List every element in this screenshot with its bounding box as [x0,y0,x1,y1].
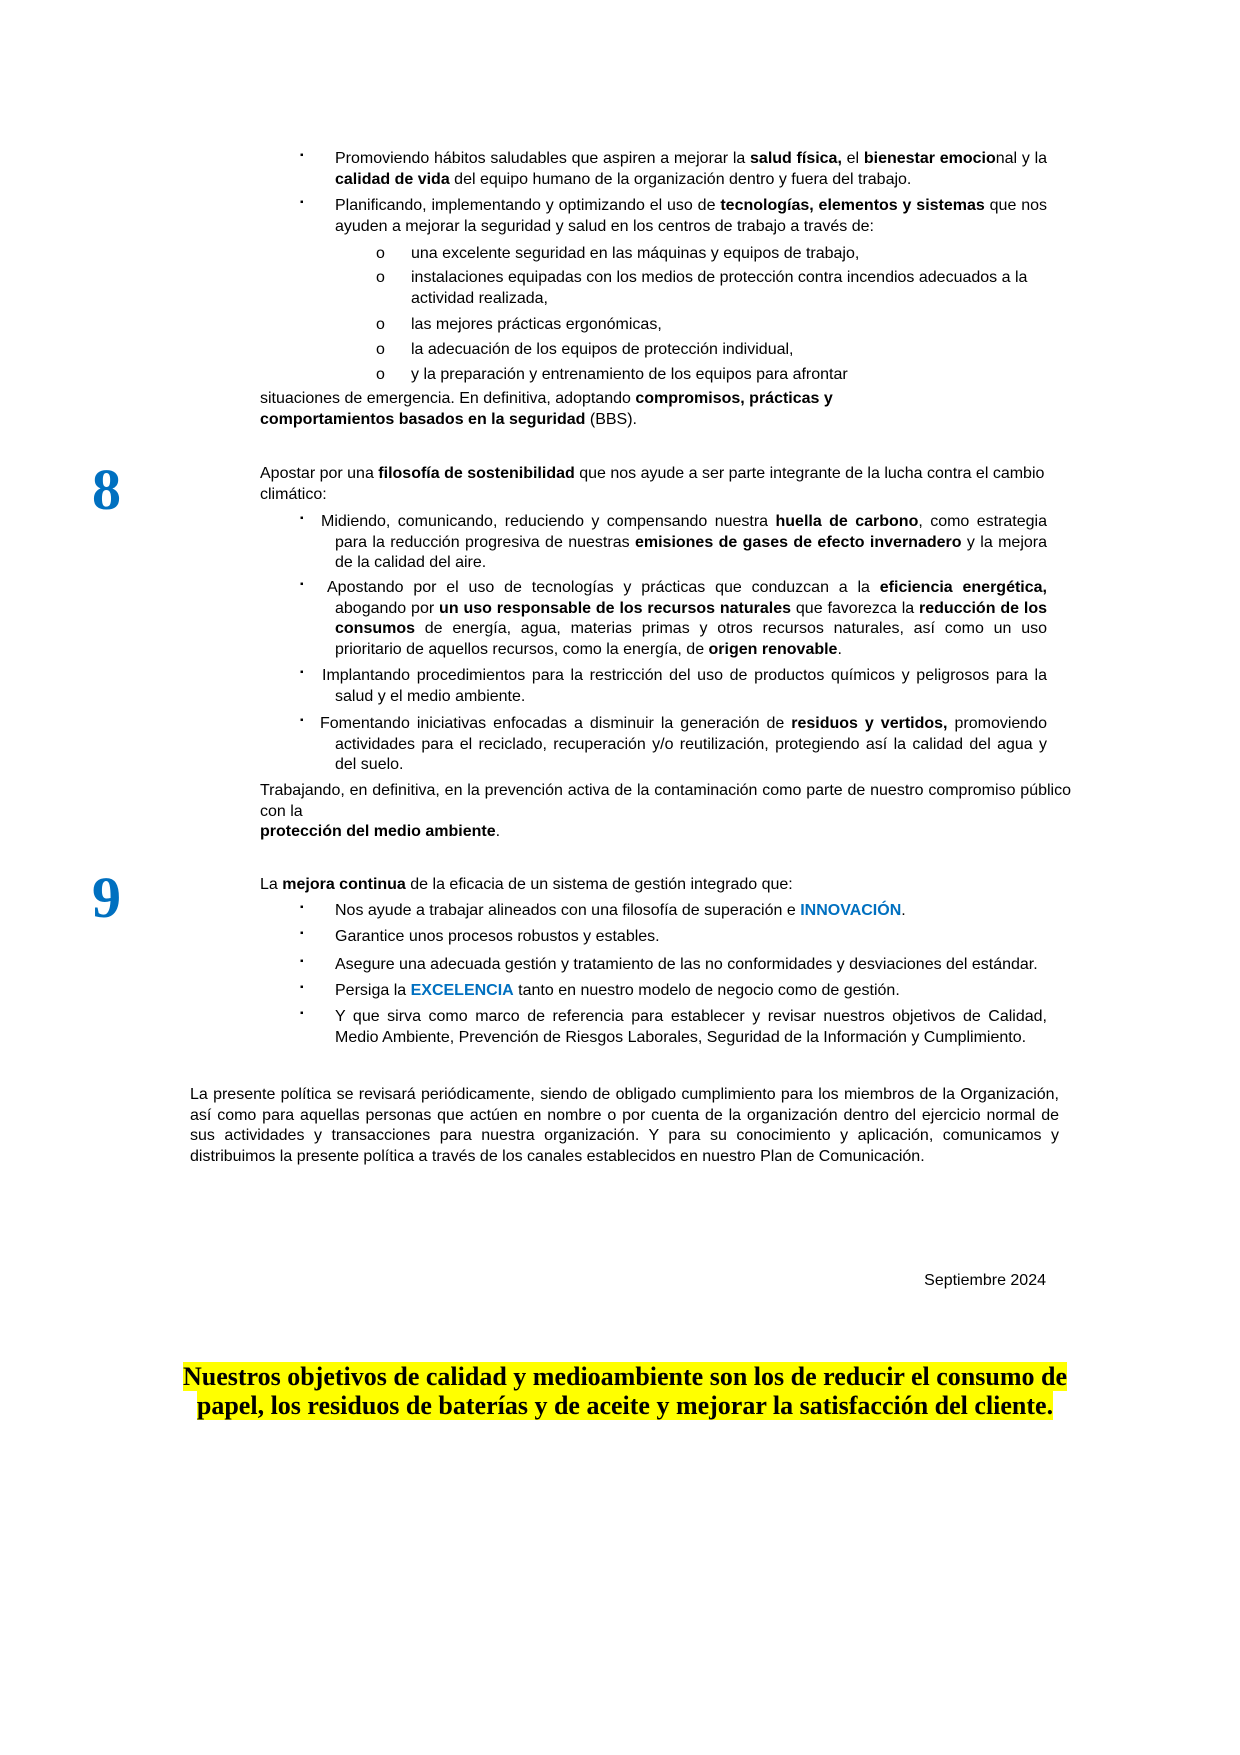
bold-text: bienestar emocio [863,150,996,167]
bold-text: calidad de vida [335,170,450,188]
bold-text: eficiencia energética, [879,579,1047,596]
text-run: Y que sirva como marco de referencia para establecer y revisar nuestros objetivos de Calidad, Medio Ambiente, Prevención de Riesgos Laborales, Seguridad de la Información y Cumplimiento. [335,1008,1047,1046]
text-run: Planificando, implementando y optimizando el uso de [335,197,721,214]
bullet-marker: ▪ [300,513,304,524]
text-run: que nos ayuden a mejorar la seguridad y salud en los centros de trabajo a través de: [335,197,1048,235]
text-run: el [841,150,864,167]
bullet-salud [335,149,1047,190]
bold-text: reducción de los consumos [335,599,1047,637]
text-run: que nos ayude a ser parte integrante de la lucha contra el cambio climático: [260,465,1045,503]
bullet-no-conformidades [335,955,1055,976]
text-run: de la eficacia de un sistema de gestión integrado que: [405,876,793,893]
bullet-huella-carbono [321,512,1048,574]
text-run: abogando por [335,599,440,617]
sub-bullet-marker: o [376,341,385,358]
bold-text: emisiones de gases de efecto invernadero [634,533,962,551]
text-run: Garantice unos procesos robustos y estables. [335,928,660,945]
sub-bullet-marker: o [376,366,385,383]
bullet-marker: ▪ [300,150,304,161]
text-run: y la preparación y entrenamiento de los equipos para afrontar [411,366,848,383]
bullet-procesos [335,927,1047,948]
bullet-marker: ▪ [300,902,304,913]
bold-text: origen renovable [708,640,838,658]
text-run: . [837,640,842,658]
text-run: . [495,823,501,840]
section8-lead [260,464,1071,505]
text-run: Nuestros objetivos de calidad y medioambiente son los de reducir el consumo de papel, los residuos de baterías y de aceite y mejorar la satisfacción del cliente. [182,1362,1067,1420]
bullet-residuos [320,714,1047,776]
bold-text: compromisos, prácticas y comportamientos basados en la seguridad [260,390,833,428]
text-run: Apostando por el uso de tecnologías y prácticas que conduzcan a la [327,579,880,596]
sub-bullet-incendios [411,268,1047,309]
bullet-excelencia [335,981,1047,1002]
text-run: situaciones de emergencia. En definitiva, adoptando [260,390,636,407]
bold-text: residuos y vertidos, [791,715,948,732]
sub-bullet-marker: o [376,316,385,333]
emphasis-text: EXCELENCIA [410,982,514,999]
sub-bullet-ergonomicas [411,315,1047,336]
text-run: Midiendo, comunicando, reduciendo y compensando nuestra [321,513,776,530]
bold-text: protección del medio ambiente [260,823,496,840]
bold-text: mejora continua [282,876,406,893]
text-run: nal y la [995,150,1048,167]
emphasis-text: INNOVACIÓN [800,902,902,919]
text-run: Fomentando iniciativas enfocadas a disminuir la generación de [320,715,792,732]
section8-closing [260,781,1071,822]
section9-lead [260,875,1071,896]
text-run: Apostar por una [260,465,379,482]
text-run: La [260,876,283,893]
bullet-marker: ▪ [300,197,304,208]
sub-bullet-maquinas [411,244,1047,265]
text-run: la adecuación de los equipos de protección individual, [411,341,794,358]
sub-bullet-epi [411,340,1047,361]
bold-text: un uso responsable de los recursos naturales [439,599,792,617]
sub-bullet-marker: o [376,269,385,286]
sub-bullet-preparacion [411,365,1047,386]
text-run: Promoviendo hábitos saludables que aspiren a mejorar la [335,150,751,167]
text-run: una excelente seguridad en las máquinas y equipos de trabajo, [411,245,860,262]
section8-closing-bold [260,822,1071,843]
text-run: (BBS). [585,410,637,428]
text-run: las mejores prácticas ergonómicas, [411,316,662,333]
bullet-marker: ▪ [300,667,304,678]
text-run: . [901,902,906,919]
text-run: instalaciones equipadas con los medios de protección contra incendios adecuados a la actividad realizada, [411,269,1028,307]
text-run: Asegure una adecuada gestión y tratamiento de las no conformidades y desviaciones del estándar. [335,956,1038,973]
bullet-marker: ▪ [300,928,304,939]
bullet-marker: ▪ [300,579,304,590]
text-run: tanto en nuestro modelo de negocio como de gestión. [513,982,900,999]
bullet-eficiencia [327,578,1047,660]
bold-text: huella de carbono [775,513,919,530]
bold-text: filosofía de sostenibilidad [378,465,575,482]
text-run: Persiga la [335,982,411,999]
text-run: que favorezca la [791,599,920,617]
text-run: Implantando procedimientos para la restricción del uso de productos químicos y peligrosos para la salud y el medio ambiente. [322,667,1047,705]
bullet-quimicos [322,666,1047,707]
text-run: Nos ayude a trabajar alineados con una filosofía de superación e [335,902,801,919]
bullet-marker: ▪ [300,956,304,967]
bold-text: salud física, [750,150,842,167]
text-run: y la mejora de la calidad del aire. [335,533,1048,571]
bullet-innovacion [335,901,1047,922]
intro-closing [260,389,880,430]
sub-bullet-marker: o [376,245,385,262]
bullet-marker: ▪ [300,715,304,726]
document-date: Septiembre 2024 [924,1272,1046,1289]
text-run: Trabajando, en definitiva, en la prevención activa de la contaminación como parte de nuestro compromiso público con la [260,782,1071,820]
bullet-marco-referencia [335,1007,1047,1048]
text-run: de energía, agua, materias primas y otros recursos naturales, así como un uso prioritario de aquellos recursos, como la energía, de [335,620,1047,658]
bullet-marker: ▪ [300,982,304,993]
text-run: promoviendo actividades para el reciclado, recuperación y/o reutilización, protegiendo así la calidad del agua y del suelo. [335,715,1047,773]
bullet-tecnologias [335,196,1047,237]
section-number-8: 8 [92,457,121,522]
final-paragraph [190,1085,1059,1167]
text-run: La presente política se revisará periódicamente, siendo de obligado cumplimiento para los miembros de la Organización, así como para aquellas personas que actúen en nombre o por cuenta de la organización dentro del ejercicio normal de sus actividades y transacciones para nuestra organización. Y para su conocimiento y aplicación, comunicamos y distribuimos la presente política a través de los canales establecidos en nuestro Plan de Comunicación. [190,1086,1059,1165]
text-run: del equipo humano de la organización dentro y fuera del trabajo. [449,170,912,188]
bullet-marker: ▪ [300,1008,304,1019]
highlighted-objectives [180,1362,1070,1420]
text-run: , como estrategia para la reducción progresiva de nuestras [335,513,1047,551]
section-number-9: 9 [92,865,121,930]
bold-text: tecnologías, elementos y sistemas [720,197,985,214]
